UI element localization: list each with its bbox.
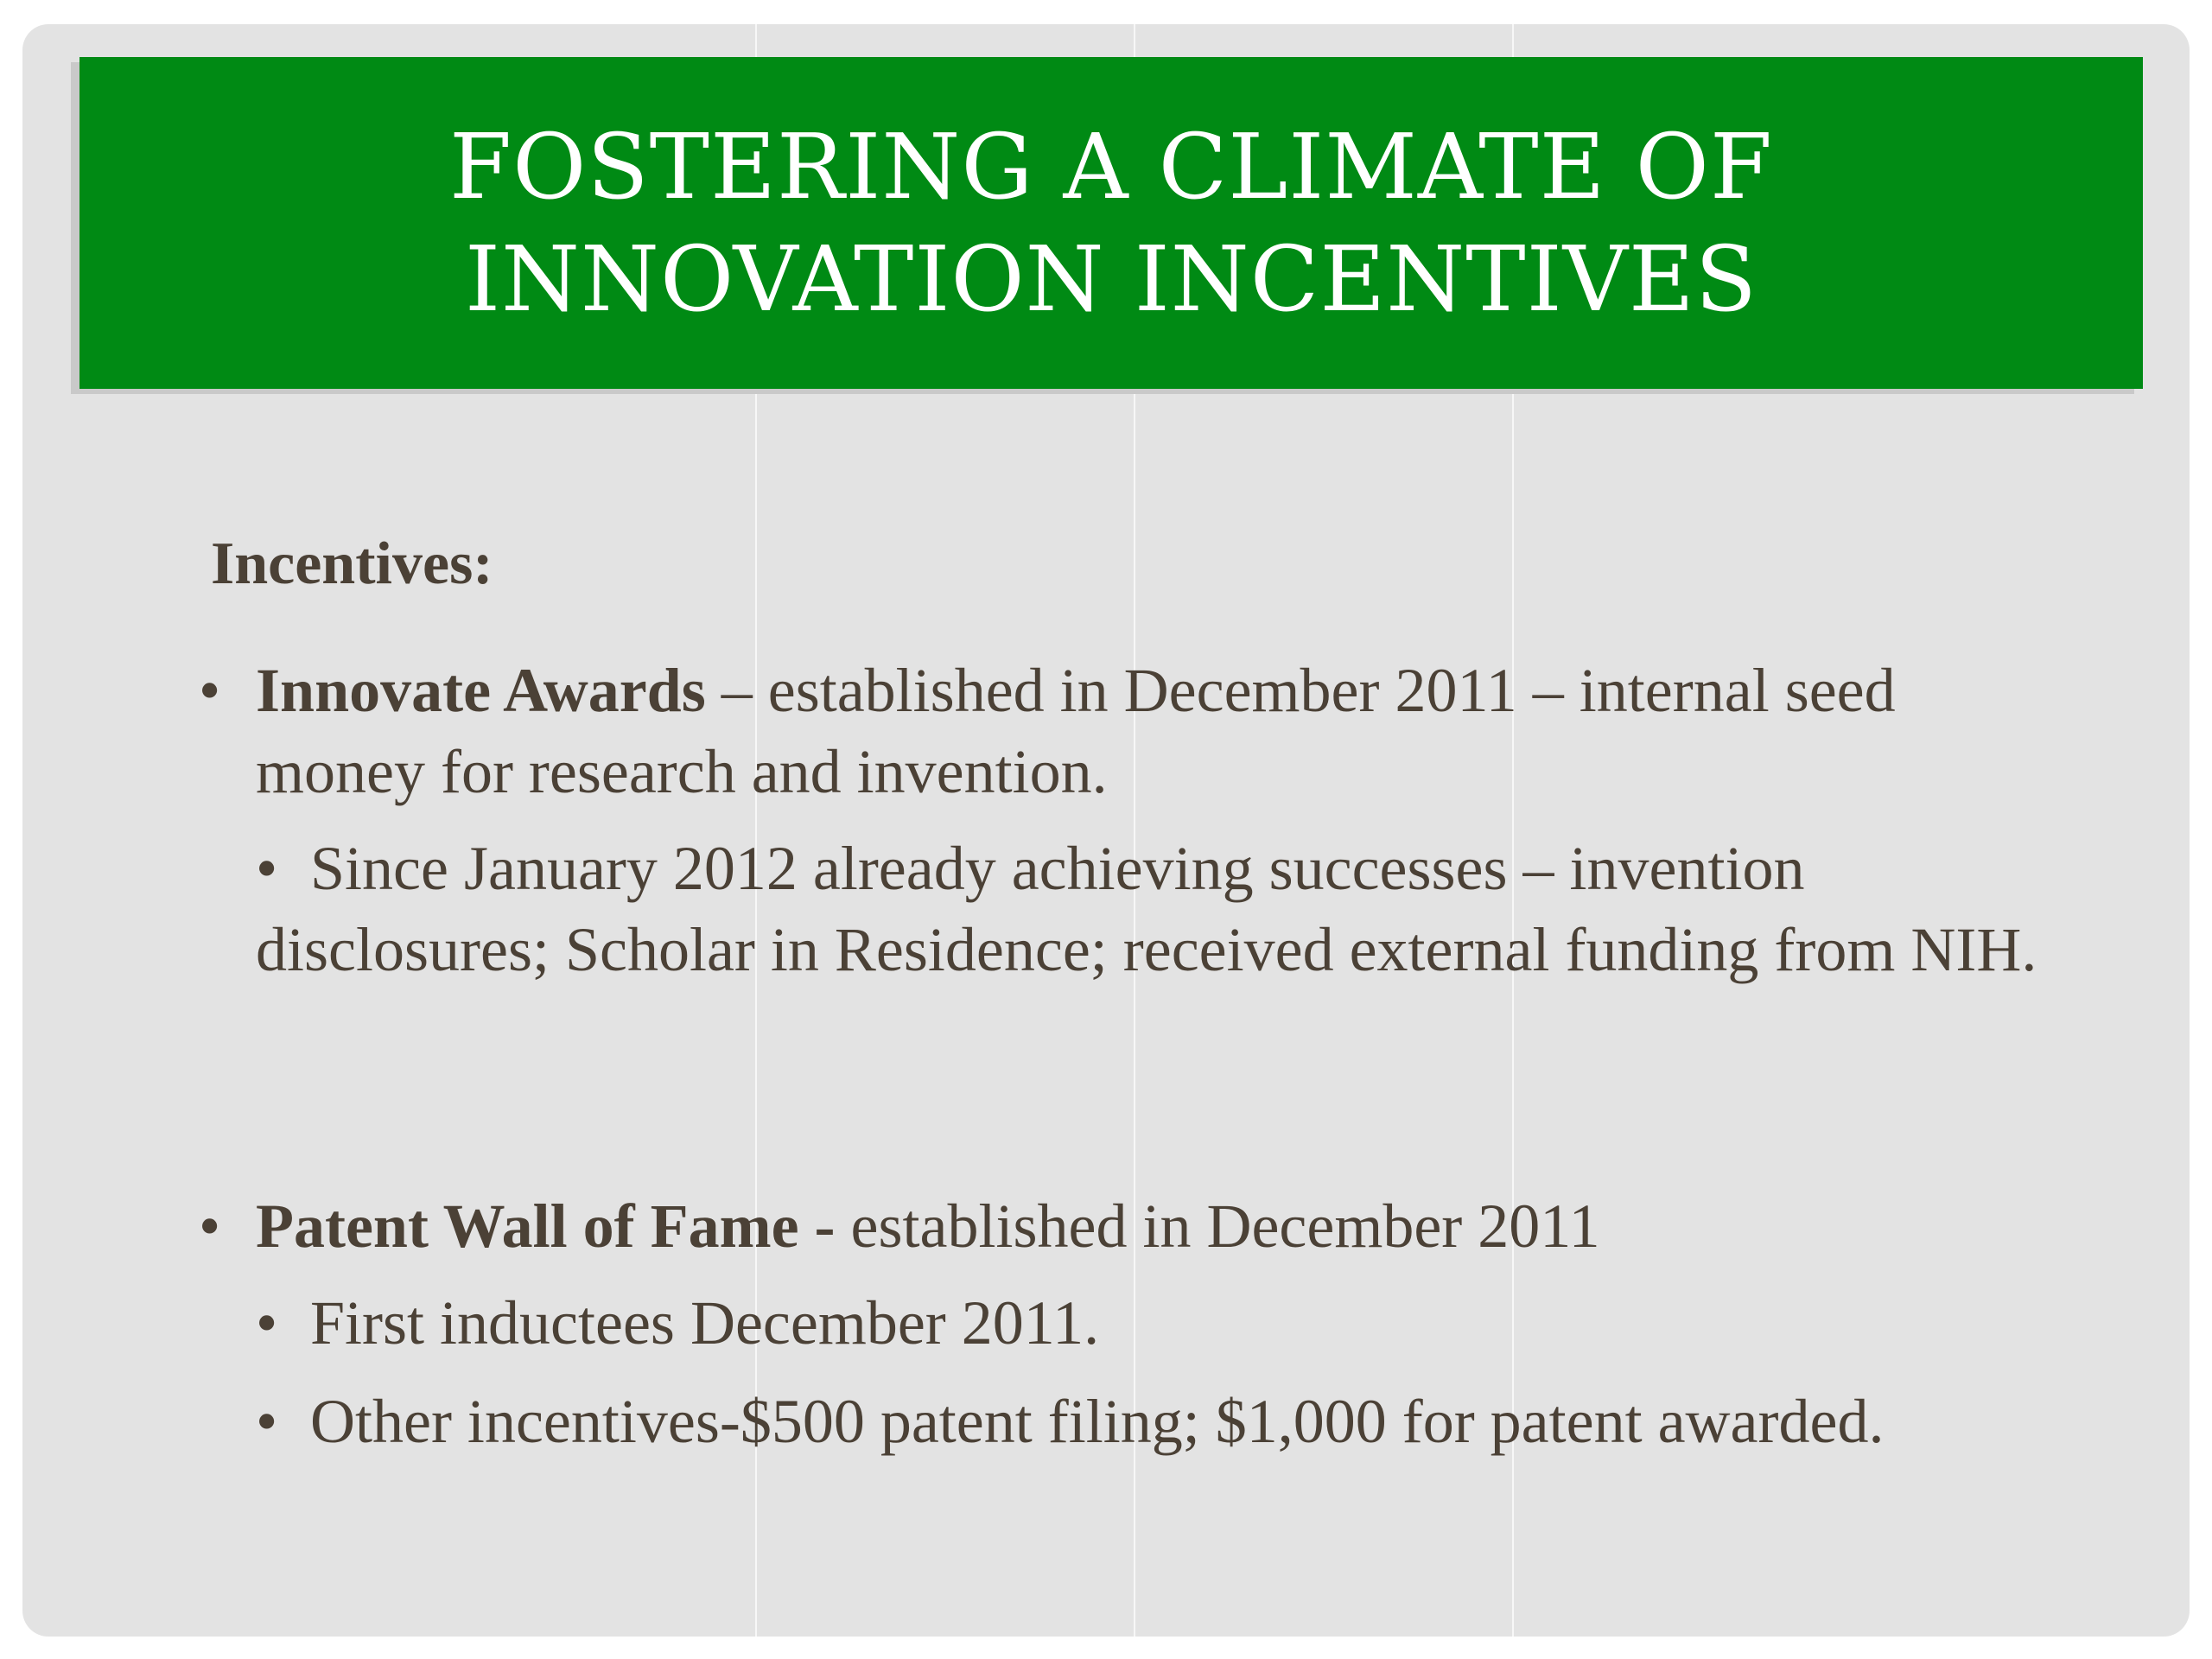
bullet-icon: •: [256, 1288, 278, 1357]
list-item-successes: [256, 828, 2070, 990]
slide-body: [22, 24, 2190, 1637]
item-bold-label: Innovate Awards: [256, 656, 706, 725]
slide: [22, 24, 2190, 1637]
slide-title: FOSTERING A CLIMATE OF INNOVATION INCENTIVES: [448, 114, 1774, 332]
list-item-innovate-awards: [256, 650, 2070, 812]
item-text: established in December 2011: [835, 1192, 1600, 1261]
bullet-icon: •: [256, 1387, 278, 1456]
item-text: – established in December 2011 – internal seed money for research and invention.: [256, 656, 1896, 806]
bullet-icon: •: [199, 656, 221, 725]
incentives-heading: Incentives:: [211, 531, 493, 597]
item-text: Since January 2012 already achieving successes – invention disclosures; Scholar in Residence; received external funding from NIH.: [256, 834, 2037, 984]
list-item-first-inductees: [310, 1282, 2082, 1363]
list-item-other-incentives: [310, 1381, 2082, 1462]
bullet-icon: •: [256, 834, 278, 903]
bullet-icon: •: [199, 1192, 221, 1261]
item-text: First inductees December 2011.: [310, 1288, 1100, 1357]
item-text: Other incentives-$500 patent filing; $1,000 for patent awarded.: [310, 1387, 1885, 1456]
list-item-patent-wall: [256, 1185, 2070, 1267]
item-bold-label: Patent Wall of Fame -: [256, 1192, 836, 1261]
